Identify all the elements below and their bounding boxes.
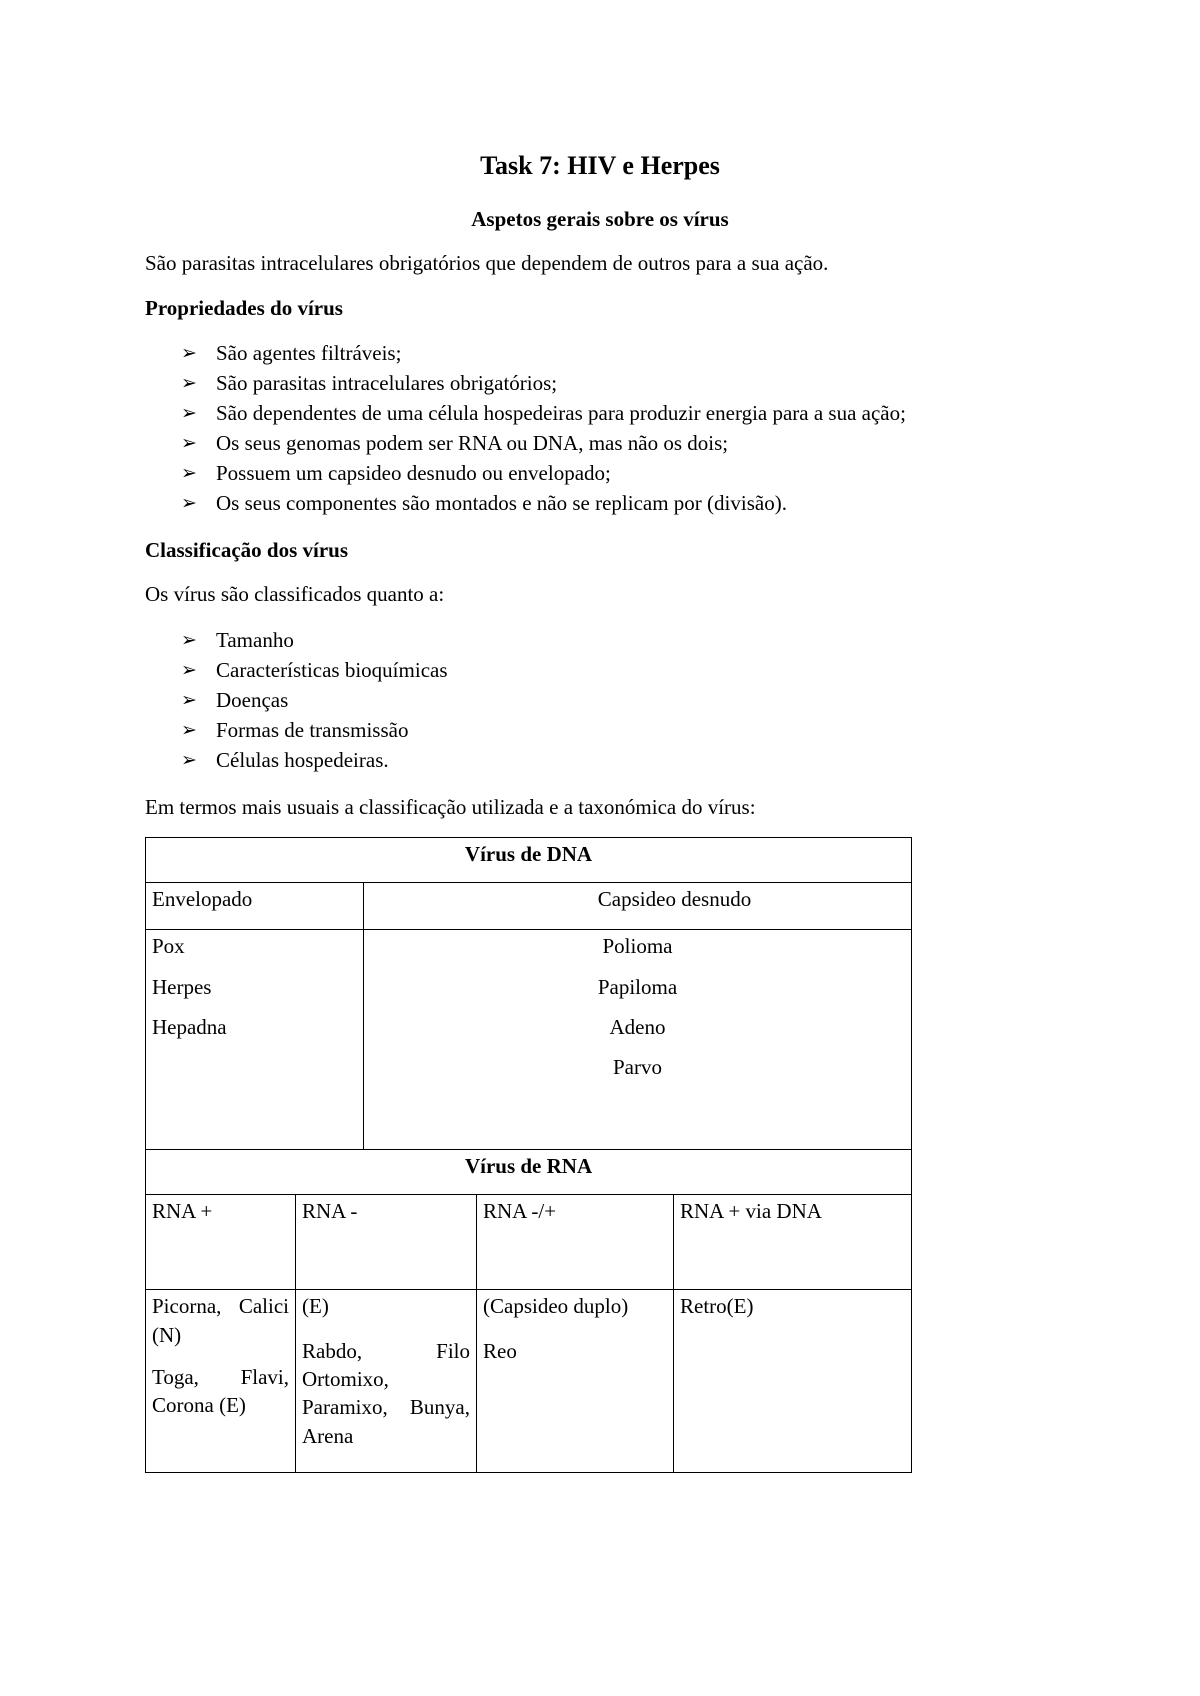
dna-envelopado-cell xyxy=(146,930,364,1150)
virus-family: Polioma xyxy=(602,934,673,959)
virus-family: Picorna, Calici (N) xyxy=(152,1294,289,1347)
dna-envelopado-header: Envelopado xyxy=(146,883,364,930)
rna-col-header: RNA -/+ xyxy=(477,1195,674,1290)
list-item: ➢ Os seus componentes são montados e não se replicam por (divisão). xyxy=(181,488,1055,518)
classification-intro: Os vírus são classificados quanto a: xyxy=(145,582,445,607)
arrow-bullet-icon: ➢ xyxy=(181,402,197,425)
virus-family: Herpes xyxy=(152,974,212,999)
list-item: ➢ Formas de transmissão xyxy=(181,715,1055,745)
virus-family: (E) xyxy=(302,1294,329,1319)
classification-heading: Classificação dos vírus xyxy=(145,538,349,563)
rna-virus-table xyxy=(145,1150,912,1473)
arrow-bullet-icon: ➢ xyxy=(181,658,197,681)
classification-outro: Em termos mais usuais a classificação utilizada e a taxonómica do vírus: xyxy=(145,794,756,819)
list-item: ➢ São parasitas intracelulares obrigatórios; xyxy=(181,368,1055,398)
virus-family: Reo xyxy=(483,1338,517,1363)
virus-family: (Capsideo duplo) xyxy=(483,1294,629,1319)
list-item: ➢ Possuem um capsideo desnudo ou envelopado; xyxy=(181,458,1055,488)
list-item: ➢ São agentes filtráveis; xyxy=(181,338,1055,368)
list-item: ➢ Características bioquímicas xyxy=(181,655,1055,685)
properties-heading: Propriedades do vírus xyxy=(145,295,343,320)
arrow-bullet-icon: ➢ xyxy=(181,462,197,485)
document-content xyxy=(145,140,1055,1473)
arrow-bullet-icon: ➢ xyxy=(181,748,197,771)
arrow-bullet-icon: ➢ xyxy=(181,372,197,395)
rna-col-header: RNA - xyxy=(296,1195,477,1290)
virus-family: Adeno xyxy=(609,1014,666,1039)
dna-virus-table xyxy=(145,837,912,1150)
rna-table-header: Vírus de RNA xyxy=(146,1150,912,1195)
rna-negative-cell xyxy=(296,1290,477,1473)
list-item: ➢ São dependentes de uma célula hospedeiras para produzir energia para a sua ação; xyxy=(181,398,1055,428)
virus-family: Retro(E) xyxy=(680,1294,754,1319)
list-item: ➢ Os seus genomas podem ser RNA ou DNA, mas não os dois; xyxy=(181,428,1055,458)
classification-list xyxy=(145,625,1055,775)
arrow-bullet-icon: ➢ xyxy=(181,342,197,365)
arrow-bullet-icon: ➢ xyxy=(181,688,197,711)
properties-list xyxy=(145,338,1055,518)
list-item: ➢ Tamanho xyxy=(181,625,1055,655)
dna-capsideo-cell xyxy=(364,930,912,1150)
virus-family: Papiloma xyxy=(597,974,678,999)
rna-col-header: RNA + via DNA xyxy=(674,1195,912,1290)
virus-family: Hepadna xyxy=(152,1014,227,1039)
arrow-bullet-icon: ➢ xyxy=(181,628,197,651)
list-item: ➢ Doenças xyxy=(181,685,1055,715)
rna-via-dna-cell xyxy=(674,1290,912,1473)
arrow-bullet-icon: ➢ xyxy=(181,432,197,455)
rna-col-header: RNA + xyxy=(146,1195,296,1290)
virus-family: Toga, Flavi, Corona (E) xyxy=(152,1364,289,1418)
dna-capsideo-header: Capsideo desnudo xyxy=(364,883,912,930)
rna-ambisense-cell xyxy=(477,1290,674,1473)
arrow-bullet-icon: ➢ xyxy=(181,492,197,515)
virus-family: Parvo xyxy=(613,1055,662,1080)
intro-paragraph: São parasitas intracelulares obrigatórios que dependem de outros para a sua ação. xyxy=(145,251,829,276)
arrow-bullet-icon: ➢ xyxy=(181,718,197,741)
virus-family: Pox xyxy=(152,934,185,959)
virus-family: Rabdo, Filo Ortomixo, Paramixo, Bunya, Arena xyxy=(302,1338,470,1448)
document-subtitle: Aspetos gerais sobre os vírus xyxy=(471,207,729,232)
rna-positive-cell xyxy=(146,1290,296,1473)
document-title: Task 7: HIV e Herpes xyxy=(480,151,720,180)
dna-table-header: Vírus de DNA xyxy=(146,838,912,883)
list-item: ➢ Células hospedeiras. xyxy=(181,745,1055,775)
